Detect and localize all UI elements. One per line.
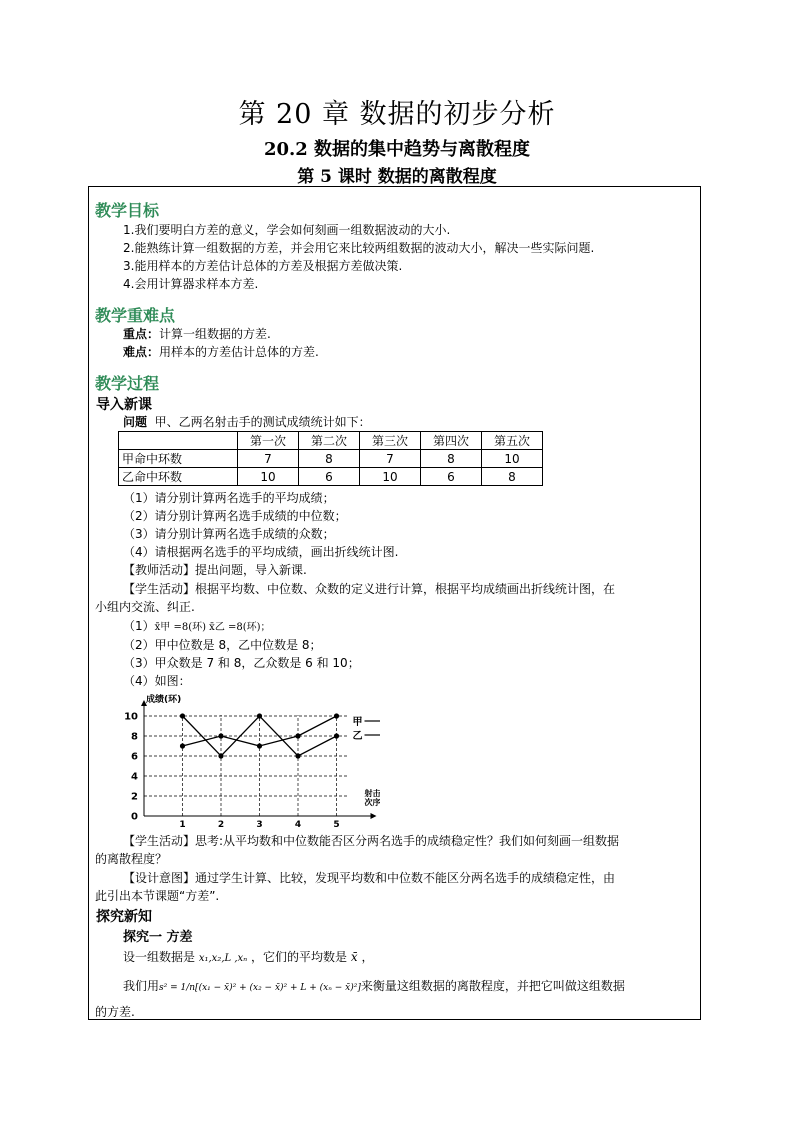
explore-sub: 探究一 方差 (123, 930, 193, 945)
legend-label: 甲 (352, 717, 363, 728)
explore-line-1 (123, 948, 374, 968)
data-point-甲 (218, 733, 223, 738)
table-corner (119, 432, 238, 450)
student-activity-2: 【学生活动】思考:从平均数和中位数能否区分两名选手的成绩稳定性？我们如何刻画一组数据 (123, 834, 620, 848)
row-label: 甲命中环数 (119, 450, 238, 468)
score-table (118, 431, 543, 486)
score-line-chart (110, 688, 380, 830)
problem-text: 甲、乙两名射击手的测试成绩统计如下： (154, 415, 371, 429)
key-point (123, 325, 271, 343)
answer-1-prefix: （1） (123, 619, 155, 633)
table-cell: 10 (238, 468, 299, 486)
difficulty-label: 难点： (123, 345, 160, 359)
table-cell: 7 (238, 450, 299, 468)
key-label: 重点： (123, 327, 160, 341)
student-activity: 【学生活动】根据平均数、中位数、众数的定义进行计算，根据平均成绩画出折线统计图，在 (123, 582, 616, 596)
goals-heading: 教学目标 (95, 201, 160, 220)
question-item: （2）请分别计算两名选手成绩的中位数； (123, 509, 347, 523)
data-point-甲 (257, 743, 262, 748)
difficulty-text: 用样本的方差估计总体的方差. (159, 345, 319, 359)
table-cell: 7 (360, 450, 421, 468)
x-tick-label: 3 (256, 820, 263, 830)
goal-item: 2.能熟练计算一组数据的方差，并会用它来比较两组数据的波动大小，解决一些实际问题. (123, 241, 595, 255)
difficulty-point (123, 343, 319, 361)
table-header: 第五次 (482, 432, 543, 450)
x-axis-label: 射击 (364, 789, 380, 798)
x-tick-label: 4 (294, 820, 302, 830)
answer-2: （2）甲中位数是 8，乙中位数是 8； (123, 638, 322, 652)
explore-line-3: 的方差. (95, 1005, 135, 1019)
question-item: （4）请根据两名选手的平均成绩，画出折线统计图. (123, 545, 399, 559)
legend-label: 乙 (352, 731, 363, 742)
y-tick-label: 6 (131, 751, 138, 763)
teacher-activity: 【教师活动】提出问题，导入新课. (123, 563, 307, 577)
y-tick-label: 10 (124, 711, 138, 723)
answer-3: （3）甲众数是 7 和 8，乙众数是 6 和 10； (123, 656, 360, 670)
lesson-title: 第 5 课时 数据的离散程度 (297, 167, 497, 187)
design-intent-cont: 此引出本节课题“方差”. (95, 889, 220, 903)
variance-formula: s² = 1/n[(x₁ − x̄)² + (x₂ − x̄)² + L + (xₙ − x̄)²] (159, 983, 361, 993)
table-cell: 10 (360, 468, 421, 486)
data-point-乙 (295, 753, 300, 758)
explore-text: ，它们的平均数是 (251, 950, 348, 964)
explore-text: 设一组数据是 (123, 950, 196, 964)
problem-line (123, 413, 371, 431)
explore-text: ， (361, 950, 374, 964)
y-tick-label: 8 (131, 731, 138, 743)
table-cell: 8 (421, 450, 482, 468)
data-point-甲 (334, 713, 339, 718)
answer-4: （4）如图： (123, 674, 191, 688)
table-header: 第四次 (421, 432, 482, 450)
x-axis-arrow (371, 813, 377, 819)
goal-item: 3.能用样本的方差估计总体的方差及根据方差做决策. (123, 259, 403, 273)
table-row (119, 450, 543, 468)
y-tick-label: 2 (131, 791, 138, 803)
table-cell: 6 (299, 468, 360, 486)
table-cell: 8 (299, 450, 360, 468)
data-point-乙 (334, 733, 339, 738)
problem-label: 问题 (123, 415, 148, 429)
table-cell: 8 (482, 468, 543, 486)
y-axis-label: 成绩(环) (146, 695, 182, 705)
section-title: 20.2 数据的集中趋势与离散程度 (263, 139, 531, 160)
data-point-乙 (257, 713, 262, 718)
table-row (119, 468, 543, 486)
table-header: 第二次 (299, 432, 360, 450)
data-point-乙 (218, 753, 223, 758)
key-text: 计算一组数据的方差. (159, 327, 271, 341)
student-activity-2-cont: 的离散程度？ (95, 852, 168, 866)
explore-heading: 探究新知 (96, 909, 152, 925)
table-header: 第三次 (360, 432, 421, 450)
explore-line-2 (123, 977, 625, 997)
row-label: 乙命中环数 (119, 468, 238, 486)
data-set-formula: x₁,x₂,L ,xₙ (198, 953, 248, 964)
explore-text: 我们用 (123, 979, 160, 993)
y-tick-label: 4 (131, 771, 138, 783)
intro-heading: 导入新课 (96, 397, 152, 413)
chapter-title: 第 20 章 数据的初步分析 (238, 99, 556, 130)
y-tick-label: 0 (131, 811, 138, 823)
mean-formula: x̄甲 =8(环) x̄乙 =8(环)； (154, 622, 271, 633)
key-points-heading: 教学重难点 (95, 306, 176, 325)
question-item: （1）请分别计算两名选手的平均成绩； (123, 491, 335, 505)
data-point-甲 (295, 733, 300, 738)
data-point-甲 (180, 743, 185, 748)
goal-item: 1.我们要明白方差的意义，学会如何刻画一组数据波动的大小. (123, 223, 451, 237)
table-header: 第一次 (238, 432, 299, 450)
goal-item: 4.会用计算器求样本方差. (123, 277, 259, 291)
x-tick-label: 2 (217, 820, 225, 830)
x-tick-label: 5 (333, 820, 340, 830)
mean-symbol: x̄ (350, 950, 358, 964)
student-activity-cont: 小组内交流、纠正. (95, 600, 195, 614)
explore-text: 来衡量这组数据的离散程度，并把它叫做这组数据 (360, 979, 625, 993)
table-cell: 6 (421, 468, 482, 486)
table-cell: 10 (482, 450, 543, 468)
data-point-乙 (180, 713, 185, 718)
process-heading: 教学过程 (95, 374, 160, 393)
x-axis-label: 次序 (364, 798, 380, 807)
question-item: （3）请分别计算两名选手成绩的众数； (123, 527, 335, 541)
design-intent: 【设计意图】通过学生计算、比较，发现平均数和中位数不能区分两名选手的成绩稳定性，由 (123, 871, 616, 885)
table-header-row (119, 432, 543, 450)
answer-1 (123, 617, 271, 637)
x-tick-label: 1 (179, 820, 186, 830)
